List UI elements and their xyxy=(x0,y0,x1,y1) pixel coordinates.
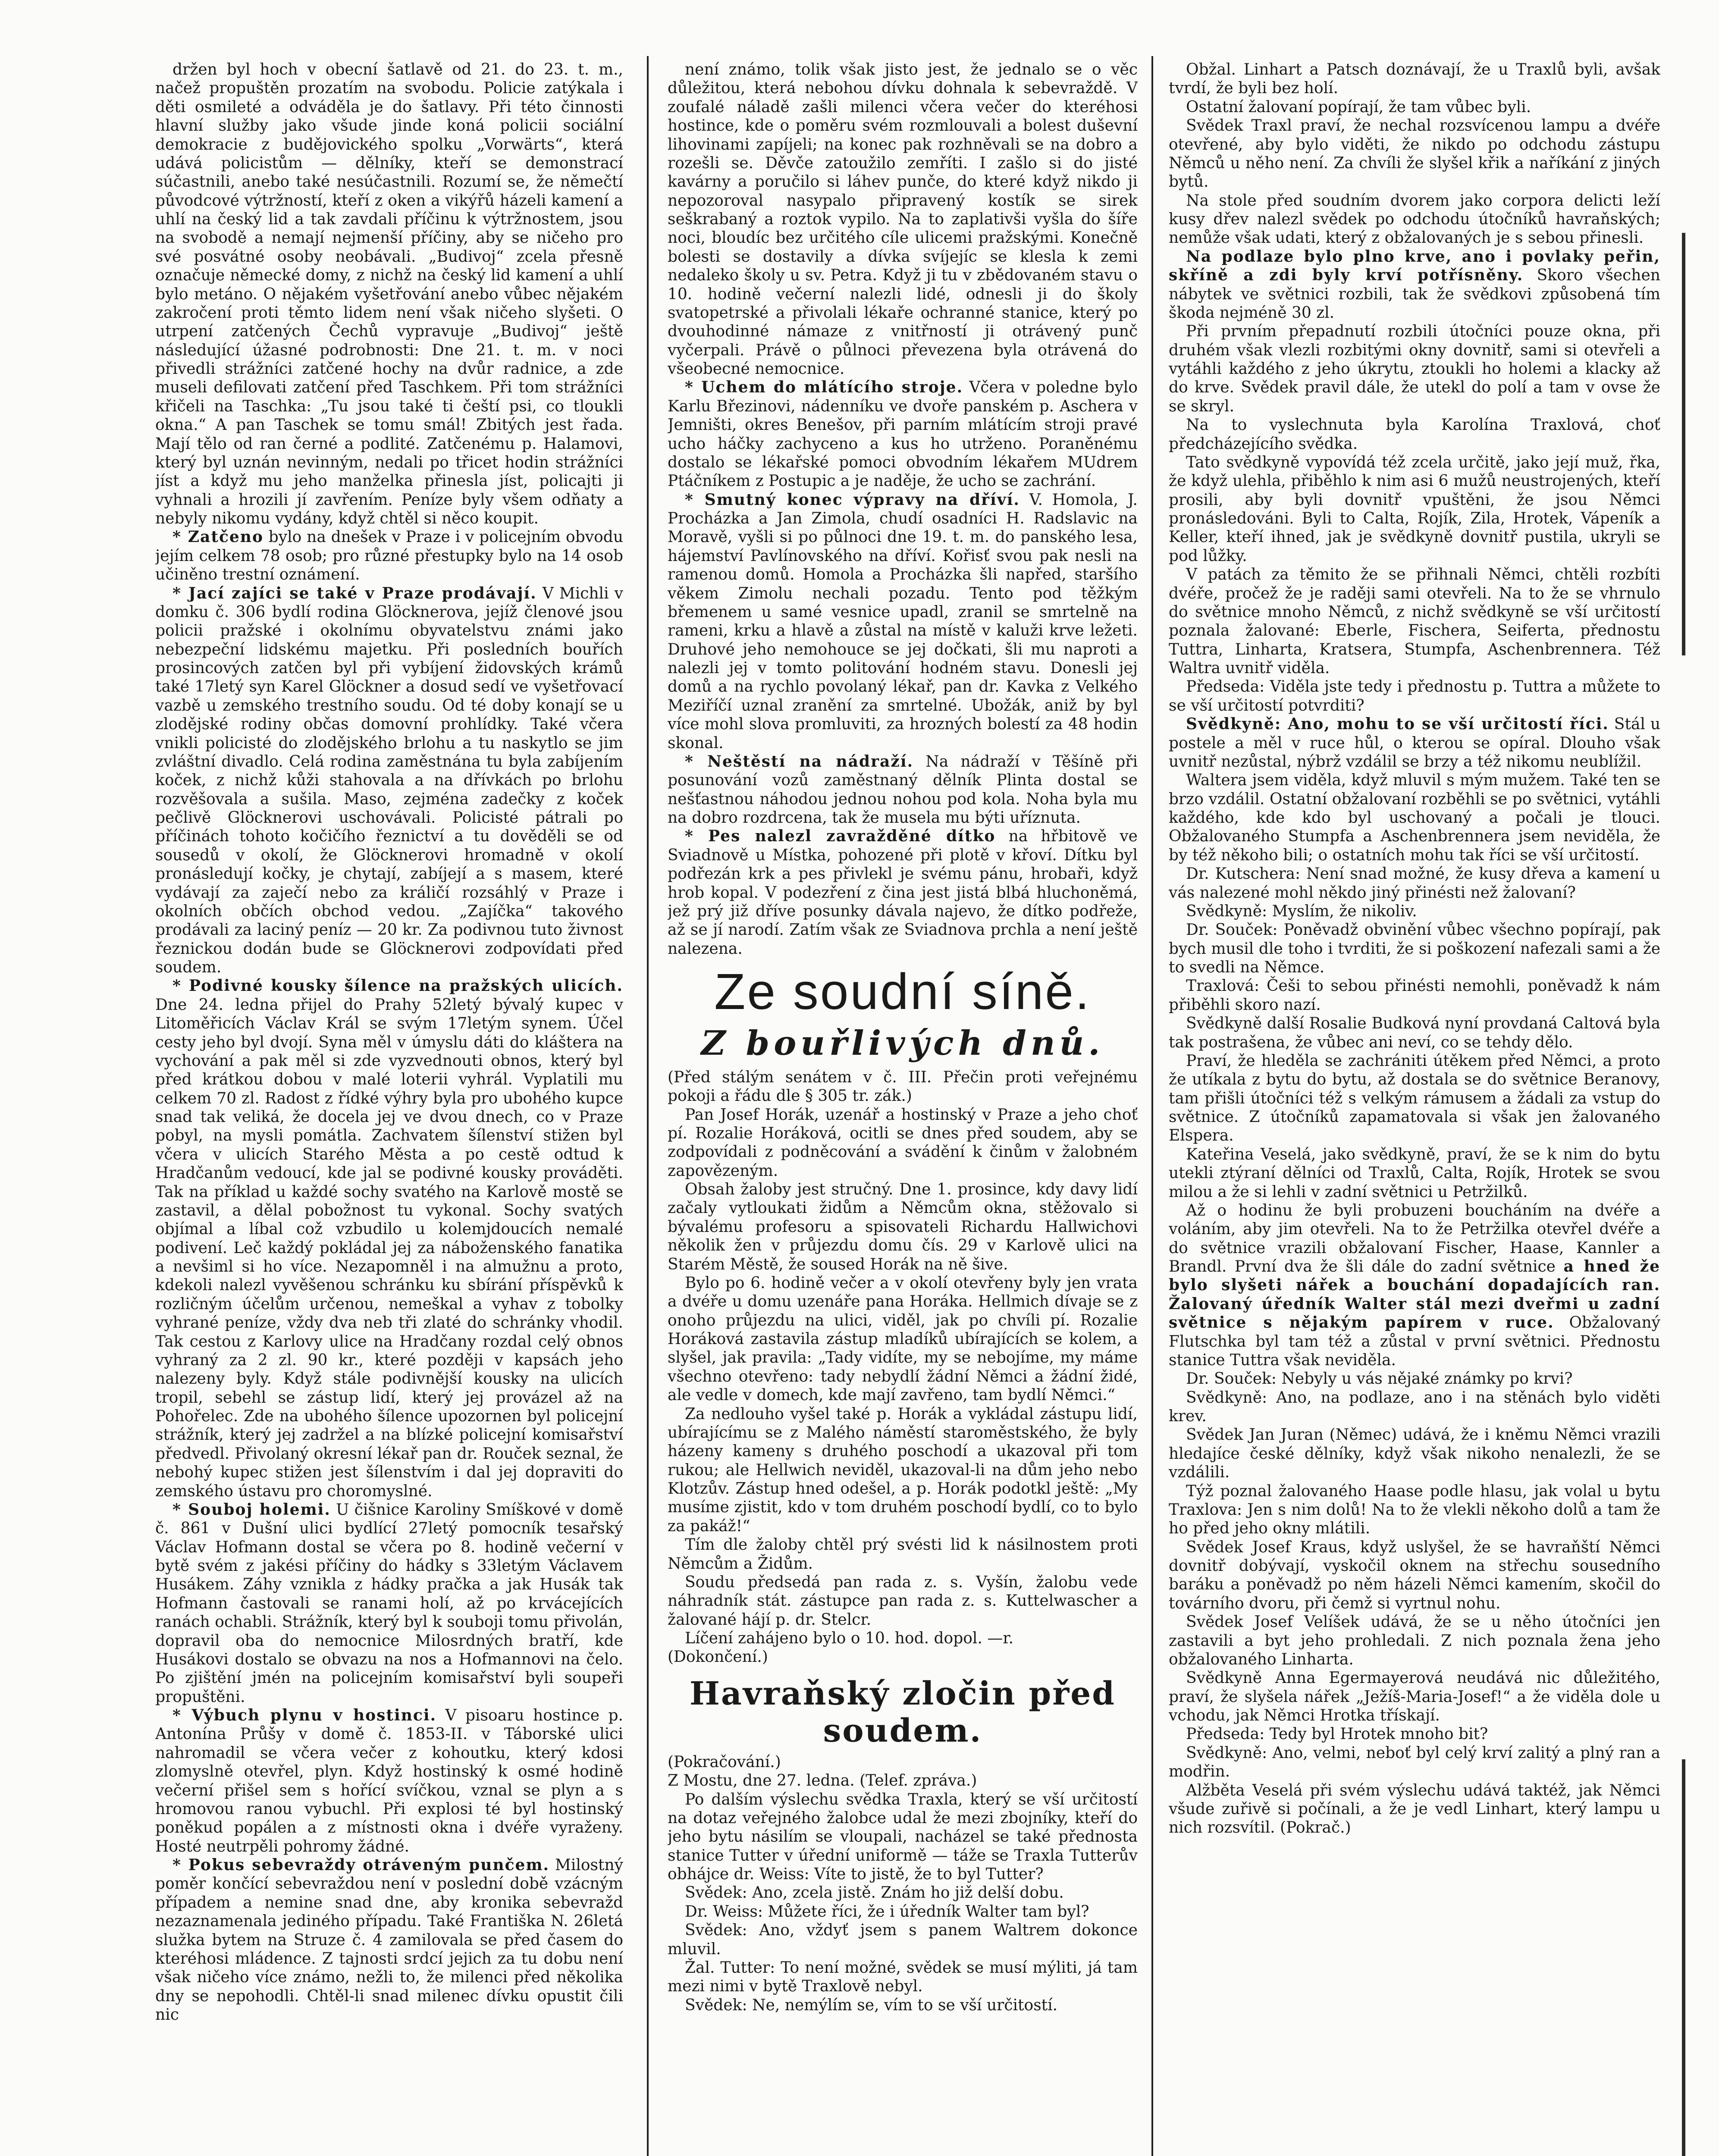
paragraph-text: Svědek Josef Kraus, když uslyšel, že se havraňští Němci dovnitř dobývají, vyskočil oknem na střechu sousedního baráku a poněvadž po něm házeli Němci kamením, skočil do továrního dvoru, při čemž si vyrtnul nohu. xyxy=(1169,1538,1660,1612)
paragraph-text: Obsah žaloby jest stručný. Dne 1. prosince, kdy davy lidí začaly vytloukati židům a Němcům okna, stěžovalo si bývalému profesoru a spisovateli Richardu Hallwichovi několik žen v průjezdu domu čís. 29 v Karlově ulici na Starém Městě, že soused Horák na ně šive. xyxy=(668,1181,1138,1273)
paragraph-text: držen byl hoch v obecní šatlavě od 21. do 23. t. m., načež propuštěn prozatím na svobodu. Policie zatýkala i děti osmileté a odváděla je do šatlavy. Při této činnosti hlavní služby jako všude jinde koná policii sociální demokracie z budějovického spolku „Vorwärts“, která udává policistům — dělníky, kteří se demonstrací súčastnili, anebo také nesúčastnili. Rozumí se, že němečtí původcové výtržností, kteří z oken a vikýřů házeli kamení a uhlí na český lid a tak zavdali příčinu k výtržnostem, jsou na svobodě a nemají nejmenší příčiny, aby se ničeho pro své posvátné osoby neobávali. „Budivoj“ zcela přesně označuje německé domy, z nichž na český lid kamení a uhlí bylo metáno. O nějakém vyšetřování anebo vůbec nějakém zakročení proti těmto lidem není však ničeho slyšeti. O utrpení zatčených Čechů vypravuje „Budivoj“ ještě následující úžasné podrobnosti: Dne 21. t. m. v noci přivedli strážníci zatčené hochy na dvůr radnice, a zde museli defilovati zatčení před Taschkem. Při tom strážníci křičeli na Taschka: „Tu jsou také ti čeští psi, co tloukli okna.“ A pan Taschek se tomu smál! Zbitých jest řada. Mají tělo od ran černé a podlité. Zatčenému p. Halamovi, který byl uznán nevinným, nedali po třicet hodin strážníci jíst a když mu jeho manželka přinesla jíst, policajti ji vyhnali a hrozili jí zavřením. Peníze byly všem odňaty a nebyly nikomu vydány, když chtěl si něco koupit. xyxy=(155,61,623,527)
paragraph xyxy=(668,1536,1138,1573)
paragraph-text: Po dalším výslechu svědka Traxla, který se vší určitostí na dotaz veřejného žalobce udal že mezi zbojníky, kteří do jeho bytu násilím se vloupali, nacházel se také přednosta stanice Tutter v úřední uniformě — táže se Traxla Tutterův obhájce dr. Weiss: Víte to jistě, že to byl Tutter? xyxy=(668,1790,1138,1883)
paragraph-text: Skoro všechen nábytek ve světnici rozbili, tak že svědkovi způsobená tím škoda nejméně 30 zl. xyxy=(1169,266,1660,322)
paragraph-text: Dr. Souček: Poněvadž obvinění vůbec všechno popírají, pak bych musil dle toho i tvrditi, že si poškození nafezali sami a že to svedli na Němce. xyxy=(1169,921,1660,976)
paragraph xyxy=(668,1648,1138,1666)
paragraph-text: Na nádraží v Těšíně při posunování vozů zaměstnaný dělník Plinta dostal se nešťastnou náhodou jednou nohou pod kola. Noha byla mu na dobro rozdrcena, tak že musela mu býti uříznuta. xyxy=(668,752,1138,827)
paragraph-text: Waltera jsem viděla, když mluvil s mým mužem. Také ten se brzo vzdálil. Ostatní obžalovaní rozběhli se po světnici, vytáhli každého, kde kdo byl uschovaný a počali je tlouci. Obžalovaného Stumpfa a Aschenbrennera jsem neviděla, že by též někoho bili; o ostatních mohu tak říci se vší určitostí. xyxy=(1169,771,1660,864)
paragraph-text: Předseda: Tedy byl Hrotek mnoho bit? xyxy=(1186,1725,1488,1743)
paragraph xyxy=(668,378,1138,490)
paragraph xyxy=(1169,1369,1660,1388)
paragraph xyxy=(1169,1669,1660,1725)
paragraph xyxy=(1169,1744,1660,1781)
paragraph xyxy=(1169,565,1660,677)
paragraph xyxy=(668,60,1138,378)
paragraph xyxy=(668,1068,1138,1106)
paragraph xyxy=(1169,116,1660,191)
paragraph-text: Svědek: Ne, nemýlím se, vím to se vší určitostí. xyxy=(685,1996,1058,2014)
paragraph-text: Za nedlouho vyšel také p. Horák a vykládal zástupu lidí, ubírajícímu se z Malého náměstí staroměstského, že byly házeny kameny s druhého poschodí a ukazoval při tom rukou; ale Hellwich neviděl, ukazoval-li na dům jeho nebo Klotzův. Zástup hned odešel, a p. Horák podotkl ještě: „My musíme zjistit, kdo v tom druhém poschodí bydlí, co to bylo za pakáž!“ xyxy=(668,1405,1138,1535)
paragraph xyxy=(1169,902,1660,921)
paragraph-text: na hřbitově ve Sviadnově u Místka, pohozené při plotě v křoví. Dítku byl podřezán krk a pes přivlekl je svému pánu, hrobaři, když hrob kopal. V podezření z čina jest jistá blbá hluchoněmá, jež prý již dříve posunky dávala najevo, že dítko podřeže, až se jí narodí. Zatím však ze Sviadnova prchla a není ještě nalezena. xyxy=(668,827,1138,958)
paragraph xyxy=(668,1753,1138,1771)
paragraph xyxy=(668,1996,1138,2015)
paragraph xyxy=(668,1883,1138,1902)
paragraph xyxy=(155,1856,623,2024)
paragraph-text: Předseda: Viděla jste tedy i přednostu p. Tuttra a můžete to se vší určitostí potvrditi? xyxy=(1169,678,1660,714)
paragraph xyxy=(1169,1145,1660,1201)
paragraph-heading: Svědkyně: Ano, mohu to se vší určitostí říci. xyxy=(1186,715,1609,733)
paragraph-text: Svědek Traxl praví, že nechal rozsvícenou lampu a dvéře otevřené, aby bylo viděti, že nikdo po odchodu zástupu Němců u něho není. Za chvíli že slyšel křik a naříkání z jiných bytů. xyxy=(1169,117,1660,191)
paragraph-text: Obžal. Linhart a Patsch doznávají, že u Traxlů byli, avšak tvrdí, že byli bez holí. xyxy=(1169,61,1660,97)
court-report xyxy=(668,1068,1138,1667)
paragraph-text: Soudu předsedá pan rada z. s. Vyšín, žalobu vede náhradník stát. zástupce pan rada z. s. Kuttelwascher a žalované hájí p. dr. Stelcr. xyxy=(668,1573,1138,1629)
paragraph xyxy=(668,1771,1138,1790)
paragraph xyxy=(1169,248,1660,323)
paragraph xyxy=(668,491,1138,752)
paragraph-text: Svědek Jan Juran (Němec) udává, že i kněmu Němci vrazili hledajíce české dělníky, když však nikoho nenalezli, že se vzdálili. xyxy=(1169,1426,1660,1482)
scan-edge-mark xyxy=(1682,1759,1685,2156)
paragraph-text: Kateřina Veselá, jako svědkyně, praví, že se k nim do bytu utekli ztýraní dělníci od Traxlů, Calta, Rojík, Hrotek se svou milou a že si lehli v zadní světnici u Petržilků. xyxy=(1169,1145,1660,1201)
paragraph xyxy=(155,528,623,584)
paragraph-text: Svědkyně Anna Egermayerová neudává nic důležitého, praví, že slyšela nářek „Ježíš-Maria-Josef!“ a že viděla dole u vchodu, jak Němci Hrotka třískají. xyxy=(1169,1669,1660,1724)
paragraph xyxy=(1169,865,1660,902)
paragraph xyxy=(668,1180,1138,1274)
paragraph-text: (Dokončení.) xyxy=(668,1648,768,1666)
paragraph-text: Dne 24. ledna přijel do Prahy 52letý bývalý kupec v Litoměřicích Václav Král se svým 17letým synem. Účel cesty jeho byl dvojí. Syna měl v úmyslu dáti do kláštera na vychování a pak měl si zde vyzvednouti obnos, který byl před krátkou dobou v malé loterii vyhrál. Vyplatili mu celkem 70 zl. Radost z řídké výhry byla pro ubohého kupce snad tak veliká, že docela jej ve dvou dnech, co v Praze pobyl, na mysli pomátla. Zachvatem šílenství stižen byl včera v ulicích Starého Města a po cestě odtud k Hradčanům vedoucí, kde jal se podivné kousky prováděti. Tak na příklad u každé sochy svatého na Karlově mostě se zastavil, a dělal pobožnost tu vykonal. Sochy svatých objímal a líbal což vzbudilo u kolemjdoucích nemalé podivení. Leč každý pokládal jej za náboženského fanatika a nevšiml si ho více. Nezapomněl i na almužnu a proto, kdekoli nalezl vyvěšenou schránku ku sbírání příspěvků k rozličným účelům určenou, nemeškal a vyhav z tobolky vyhrané peníze, vždy dva neb tři zlaté do schránky vhodil. Tak cestou z Karlovy ulice na Hradčany rozdal celý obnos vyhraný za 2 zl. 90 kr., které později v kapsách jeho nalezeny byly. Když stále podivnější kousky na ulicích tropil, sebehl se zástup lidí, který jej provázel až na Pohořelec. Zde na ubohého šílence upozornen byl policejní strážník, který jej zadržel a na blízké policejní komisařství předvedl. Přivolaný okresní lékař pan dr. Rouček seznal, že nebohý kupec stižen jest šílenstvím i dal jej dopraviti do zemského ústavu pro choromyslné. xyxy=(155,996,623,1500)
paragraph-heading: * Jací zajíci se také v Praze prodávají. xyxy=(173,584,537,602)
news-items xyxy=(668,60,1138,958)
paragraph-text: V. Homola, J. Procházka a Jan Zimola, chudí osadníci H. Radslavic na Moravě, vyšli si po půlnoci dne 19. t. m. do panského lesa, hájemství Pavlínovského na dříví. Kořisť svou pak nesli na ramenou domů. Homola a Procházka šli napřed, staršího věkem Zimolu nechali pozadu. Tento pod těžkým břemenem u samé vesnice upadl, zranil se smrtelně na rameni, krku a hlavě a zůstal na místě v kaluži krve ležeti. Druhové jeho nemohouce se jej dočkati, šli mu naproti a nalezli jej v tomto politování hodném stavu. Donesli jej domů a na rychlo povolaný lékař, pan dr. Kavka z Velkého Meziříčí uznal zranění za smrtelné. Ubožák, aniž by byl více mohl slova promluviti, za hrozných bolestí za 48 hodin skonal. xyxy=(668,491,1138,752)
paragraph xyxy=(668,1274,1138,1405)
paragraph-text: Svědkyně: Ano, na podlaze, ano i na stěnách bylo viděti krev. xyxy=(1169,1388,1660,1425)
paragraph-text: Dr. Souček: Nebyly u vás nějaké známky po krvi? xyxy=(1186,1370,1573,1388)
paragraph xyxy=(155,1706,623,1856)
paragraph xyxy=(668,1629,1138,1648)
paragraph-heading: * Zatčeno xyxy=(173,528,263,546)
paragraph xyxy=(668,752,1138,827)
paragraph-text: není známo, tolik však jisto jest, že jednalo se o věc důležitou, která nebohou dívku dohnala k sebevraždě. V zoufalé náladě zašli milenci včera večer do kteréhosi hostince, kde o poměru svém rozmlouvali a bolest duševní lihovinami zapíjeli; na konec pak rozhněvali se na dobro a rozešli se. Děvče zatoužilo zemříti. I zašlo si do jisté kavárny a poručilo si láhev punče, do které když nikdo ji nepozoroval nasypalo připravený kostík se sirek seškrabaný a roztok vypilo. Na to zaplativši vyšla do šíře noci, bloudíc bez určitého cíle ulicemi pražskými. Konečně bolesti se dostavily a dívka svíjejíc se klesla k zemi nedaleko školy u sv. Petra. Když ji tu v zbědovaném stavu o 10. hodině večerní nalezli lidé, odnesli ji do školy svatopetrské a přivolali lékaře ochranné stanice, který po dvouhodinné námaze z vnitřností ji otrávený punč vyčerpali. Právě o půlnoci převezena byla otrávená do všeobecné nemocnice. xyxy=(668,61,1138,378)
paragraph xyxy=(1169,1201,1660,1369)
paragraph-heading: * Uchem do mlátícího stroje. xyxy=(685,378,963,397)
paragraph-heading: * Neštěstí na nádraží. xyxy=(685,752,914,771)
paragraph-heading: * Smutný konec výpravy na dříví. xyxy=(685,490,1020,509)
paragraph-text: Svědkyně: Ano, velmi, neboť byl celý krví zalitý a plný ran a modřin. xyxy=(1169,1744,1660,1781)
paragraph xyxy=(1169,771,1660,865)
paragraph-heading: * Souboj holemi. xyxy=(173,1500,331,1519)
paragraph-text: Dr. Kutschera: Není snad možné, že kusy dřeva a kamení u vás nalezené mohl někdo jiný přinésti než žalovaní? xyxy=(1169,865,1660,902)
paragraph-text: Svědek: Ano, vždyť jsem s panem Waltrem dokonce mluvil. xyxy=(668,1921,1138,1958)
paragraph xyxy=(1169,977,1660,1014)
article-title: Havraňský zločin před soudem. xyxy=(689,1675,1116,1749)
paragraph-text: Stál u postele a měl v ruce hůl, o kterou se opíral. Dlouho však uvnitř nezůstal, nýbrž vzdálil se brzy a též nikomu neublížil. xyxy=(1169,715,1660,771)
paragraph-text: Pan Josef Horák, uzenář a hostinský v Praze a jeho choť pí. Rozalie Horáková, ocitli se dnes před soudem, aby se zodpovídali z podněcování a svádění k činům v žalobném zapovězeným. xyxy=(668,1106,1138,1180)
column-middle xyxy=(668,60,1138,2156)
paragraph xyxy=(1169,1052,1660,1145)
paragraph xyxy=(1169,1426,1660,1482)
paragraph-text: V patách za těmito že se přihnali Němci, chtěli rozbíti dvéře, pročež že je raději sami otevřeli. Na to že se vhrnulo do světnice mnoho Němců, z nichž svědkyně se vší určitostí poznala žalované: Eberle, Fischera, Seiferta, přednostu Tuttra, Linharta, Kratsera, Stumpfa, Aschenbrennera. Též Waltra uvnitř viděla. xyxy=(1169,566,1660,677)
paragraph-heading: * Výbuch plynu v hostinci. xyxy=(173,1706,437,1724)
paragraph-heading: * Pes nalezl zavražděné dítko xyxy=(685,827,996,846)
paragraph-text: Bylo po 6. hodině večer a v okolí otevřeny byly jen vrata a dvéře u domu uzenáře pana Horáka. Hellmich dívaje se z onoho průjezdu na ulici, viděl, jak po chvíli pí. Rozalie Horáková zastavila zástup mladíků ubírajících se kolem, a slyšel, jak pravila: „Tady vidíte, my se nebojíme, my máme všechno otevřeno: tady nebydlí žádní Němci a žádní židé, ale vedle v domech, kde mají zavřeno, tam bydlí Němci.“ xyxy=(668,1274,1138,1404)
paragraph-text: Svědkyně: Myslím, že nikoliv. xyxy=(1186,902,1417,920)
paragraph xyxy=(668,1902,1138,1921)
paragraph xyxy=(155,60,623,528)
paragraph xyxy=(668,1959,1138,1996)
column-rule xyxy=(1151,56,1153,2156)
paragraph-text: Na stole před soudním dvorem jako corpora delicti leží kusy dřev nalezl svědek po odchodu útočníků havraňských; nemůže však udati, který z obžalovaných je s sebou přinesli. xyxy=(1169,191,1660,247)
paragraph xyxy=(1169,715,1660,771)
paragraph xyxy=(668,1405,1138,1536)
paragraph-text: Týž poznal žalovaného Haase podle hlasu, jak volal u bytu Traxlova: Jen s nim dolů! Na to že vlekli někoho dolů a tam že ho před jeho okny mlátili. xyxy=(1169,1482,1660,1538)
paragraph xyxy=(155,1501,623,1706)
paragraph-text: Na to vyslechnuta byla Karolína Traxlová, choť předcházejícího svědka. xyxy=(1169,416,1660,453)
paragraph-text: Alžběta Veselá při svém výslechu udává taktéž, jak Němci všude zuřivě si počínali, a že je vedl Linhart, který lampu u nich rozsvítil. (Pokrač.) xyxy=(1169,1781,1660,1837)
paragraph-text: Z Mostu, dne 27. ledna. (Telef. zpráva.) xyxy=(668,1772,977,1790)
column-right xyxy=(1169,60,1660,2156)
paragraph-text: Svědek: Ano, zcela jistě. Znám ho již delší dobu. xyxy=(685,1884,1064,1902)
court-report-havran xyxy=(668,1753,1138,2015)
paragraph xyxy=(1169,921,1660,977)
paragraph xyxy=(1169,1388,1660,1426)
paragraph-text: Včera v poledne bylo Karlu Březinovi, nádenníku ve dvoře panském p. Aschera v Jemništi, okres Benešov, při parním mlátícím stroji pravé ucho háčky zachyceno a kus ho utrženo. Poraněnému dostalo se lékařské pomoci obvodním lékařem MUdrem Ptáčníkem z Postupic a je naděje, že ucho se zachrání. xyxy=(668,379,1138,490)
paragraph xyxy=(668,1921,1138,1959)
column-left xyxy=(155,60,623,2156)
paragraph-text: V Michli v domku č. 306 bydlí rodina Glöcknerova, jejíž členové jsou policii pražské i okolnímu obyvatelstvu známi jako nebezpeční lidskému majetku. Při posledních bouřích prosincových zatčen byl při vybíjení židovských krámů také 17letý syn Karel Glöckner a dosud sedí ve vyšetřovací vazbě u zemského trestního soudu. Od té doby konají se u zlodějské rodiny občas domovní prohlídky. Také včera vnikli policisté do zlodějského brlohu a tu naskytlo se jim zvláštní divadlo. Celá rodina zaměstnána tu byla zabíjením koček, z nichž kůži stahovala a na dřívkách po brlohu rozvěšovala a sušila. Maso, zejména zadečky z koček pečlivě Glöcknerovi uschovávali. Policisté pátrali po příčinách tohoto kočičího řeznictví a tu dověděli se od sousedů v okolí, že Glöcknerovi hromadně v okolí pronásledují kočky, je chytají, zabíjejí a s masem, které vydávají za zaječí nebo za králičí rozsáhlý v Praze i okolních občích obchod vedou. „Zajíčka“ takového prodávali za laciný peníz — 20 kr. Za podivnou tuto živnost řeznickou dodán bude se Glöcknerovi zodpovídati před soudem. xyxy=(155,584,623,976)
paragraph-text: Svědek Josef Velíšek udává, že se u něho útočníci jen zastavili a byt jeho prohledali. Z nich poznala žena jeho obžalovaného Linharta. xyxy=(1169,1613,1660,1668)
paragraph-text: Až o hodinu že byli probuzeni boucháním na dvéře a voláním, aby jim otevřeli. Na to že Petržilka otevřel dvéře a do světnice vrazili obžalovaní Fischer, Haase, Kannler a Brandl. První dva že šli dále do zadní světnice xyxy=(1169,1201,1660,1275)
scan-edge-mark xyxy=(1682,233,1685,655)
paragraph-text: bylo na dnešek v Praze i v policejním obvodu jejím celkem 78 osob; pro různé přestupky bylo na 14 osob učiněno trestní oznámení. xyxy=(155,528,623,584)
paragraph-text: Tím dle žaloby chtěl prý svésti lid k násilnostem proti Němcům a Židům. xyxy=(668,1536,1138,1573)
paragraph-text: Tato svědkyně vypovídá též zcela určitě, jako její muž, řka, že když ulehla, přiběhlo k nim asi 6 mužů neustrojených, kteří prosili, aby byli dovnitř vpuštěni, že jsou Němci pronásledováni. Byli to Calta, Rojík, Zila, Hrotek, Vápeník a Keller, kteří ihned, jak je svědkyně dovnitř pustila, ukryli se pod lůžky. xyxy=(1169,453,1660,565)
paragraph xyxy=(668,827,1138,958)
paragraph-text: Dr. Weiss: Můžete říci, že i úředník Walter tam byl? xyxy=(685,1902,1089,1921)
paragraph-text: Milostný poměr končící sebevraždou není v poslední době vzácným případem a nemine snad dne, aby kronika sebevražd nezaznamenala jediného případu. Také Františka N. 26letá služka bytem na Struze č. 4 zamilovala se před časem do kteréhosi mládence. Z tajnosti srdcí jejich za tu dobu není však ničeho více známo, nežli to, že milenci před několika dny se nepohodli. Chtěl-li snad milenec dívku opustit čili nic xyxy=(155,1856,623,2024)
paragraph xyxy=(1169,677,1660,715)
paragraph-text: Při prvním přepadnutí rozbili útočníci pouze okna, při druhém však vlezli rozbitými okny dovnitř, sami si otevřeli a vytáhli každého z jeho úkrytu, ztoukli ho holemi a klacky až do krve. Svědek pravil dále, že utekl do polí a tam v ovse že se skryl. xyxy=(1169,323,1660,415)
paragraph xyxy=(1169,191,1660,248)
paragraph-heading: * Pokus sebevraždy otráveným punčem. xyxy=(173,1856,550,1874)
paragraph-emphasis: a hned že bylo slyšeti nářek a bouchání dopadajících ran. Žalovaný úředník Walter stál mezi dveřmi u zadní světnice s nějakým papírem v ruce. xyxy=(1169,1257,1660,1332)
paragraph xyxy=(1169,1725,1660,1743)
paragraph-text: Svědkyně další Rosalie Budková nyní provdaná Caltová byla tak postrašena, že vůbec ani neví, co se tehdy dělo. xyxy=(1169,1015,1660,1051)
paragraph xyxy=(1169,453,1660,565)
paragraph-text: Obžalovaný Flutschka byl tam též a zůstal v první světnici. Přednostu stanice Tuttra však neviděla. xyxy=(1169,1314,1660,1369)
section-title: Ze soudní síně. xyxy=(714,963,1091,1020)
paragraph xyxy=(1169,60,1660,98)
paragraph xyxy=(668,1106,1138,1181)
paragraph xyxy=(155,584,623,977)
paragraph xyxy=(1169,1014,1660,1052)
paragraph-text: V pisoaru hostince p. Antonína Průšy v domě č. 1853-II. v Táborské ulici nahromadil se včera večer z kohoutku, který kdosi zlomyslně otevřel, plyn. Když hostinský k osmé hodině večerní přišel sem s hořící svíčkou, vznal se plyn a s hromovou ranou vybuchl. Při explosi té byl hostinský poněkud popálen a z místnosti okna i dvéře vyraženy. Hosté neutrpěli pohromy žádné. xyxy=(155,1707,623,1855)
paragraph xyxy=(155,977,623,1501)
paragraph-text: (Pokračování.) xyxy=(668,1753,781,1771)
paragraph xyxy=(1169,1538,1660,1613)
paragraph xyxy=(1169,322,1660,416)
paragraph xyxy=(1169,98,1660,116)
paragraph-text: Ostatní žalovaní popírají, že tam vůbec byli. xyxy=(1186,98,1531,116)
paragraph-text: Líčení zahájeno bylo o 10. hod. dopol. —r. xyxy=(685,1630,1014,1648)
paragraph xyxy=(1169,1781,1660,1837)
paragraph xyxy=(668,1790,1138,1884)
paragraph xyxy=(1169,416,1660,453)
paragraph xyxy=(668,1573,1138,1629)
paragraph-text: Praví, že hleděla se zachrániti útěkem před Němci, a proto že utíkala z bytu do bytu, až dostala se do světnice Beranovy, tam přišli útočníci též s velkým rámusem a žádali za vstup do světnice. Z útočníků zapamatovala si však jen žalovaného Elspera. xyxy=(1169,1052,1660,1145)
paragraph-text: Traxlová: Češi to sebou přinésti nemohli, poněvadž k nám přiběhli skoro nazí. xyxy=(1169,977,1660,1014)
paragraph-text: (Před stálým senátem v č. III. Přečin proti veřejnému pokoji a řádu dle § 305 tr. zák.) xyxy=(668,1068,1138,1105)
paragraph-heading: * Podivné kousky šílence na pražských ulicích. xyxy=(173,977,623,995)
paragraph-heading: Na podlaze bylo plno krve, ano i povlaky peřin, skříně a zdi byly krví potřísněny. xyxy=(1169,247,1660,285)
paragraph xyxy=(1169,1482,1660,1538)
column-rule xyxy=(647,56,649,2156)
paragraph-text: U čišnice Karoliny Smíškové v domě č. 861 v Dušní ulici bydlící 27letý pomocník tesařský Václav Hofmann dostal se včera po 8. hodině večerní v bytě svém z jakési příčiny do hádky s 33letým Václavem Husákem. Záhy vznikla z hádky pračka a jak Husák tak Hofmann častovali se ranami holí, až po krvácejících ranách ochabli. Strážník, který byl k souboji tomu přivolán, dopravil oba do nemocnice Milosrdných bratří, kde Husákovi dostalo se obvazu na nos a Hofmannovi na čelo. Po zjištění jmén na policejním komisařství byli soupeři propuštěni. xyxy=(155,1501,623,1706)
paragraph-text: Žal. Tutter: To není možné, svědek se musí mýliti, já tam mezi nimi v bytě Traxlově nebyl. xyxy=(668,1959,1138,1996)
section-subtitle: Z bouřlivých dnů. xyxy=(701,1023,1104,1063)
paragraph xyxy=(1169,1613,1660,1669)
